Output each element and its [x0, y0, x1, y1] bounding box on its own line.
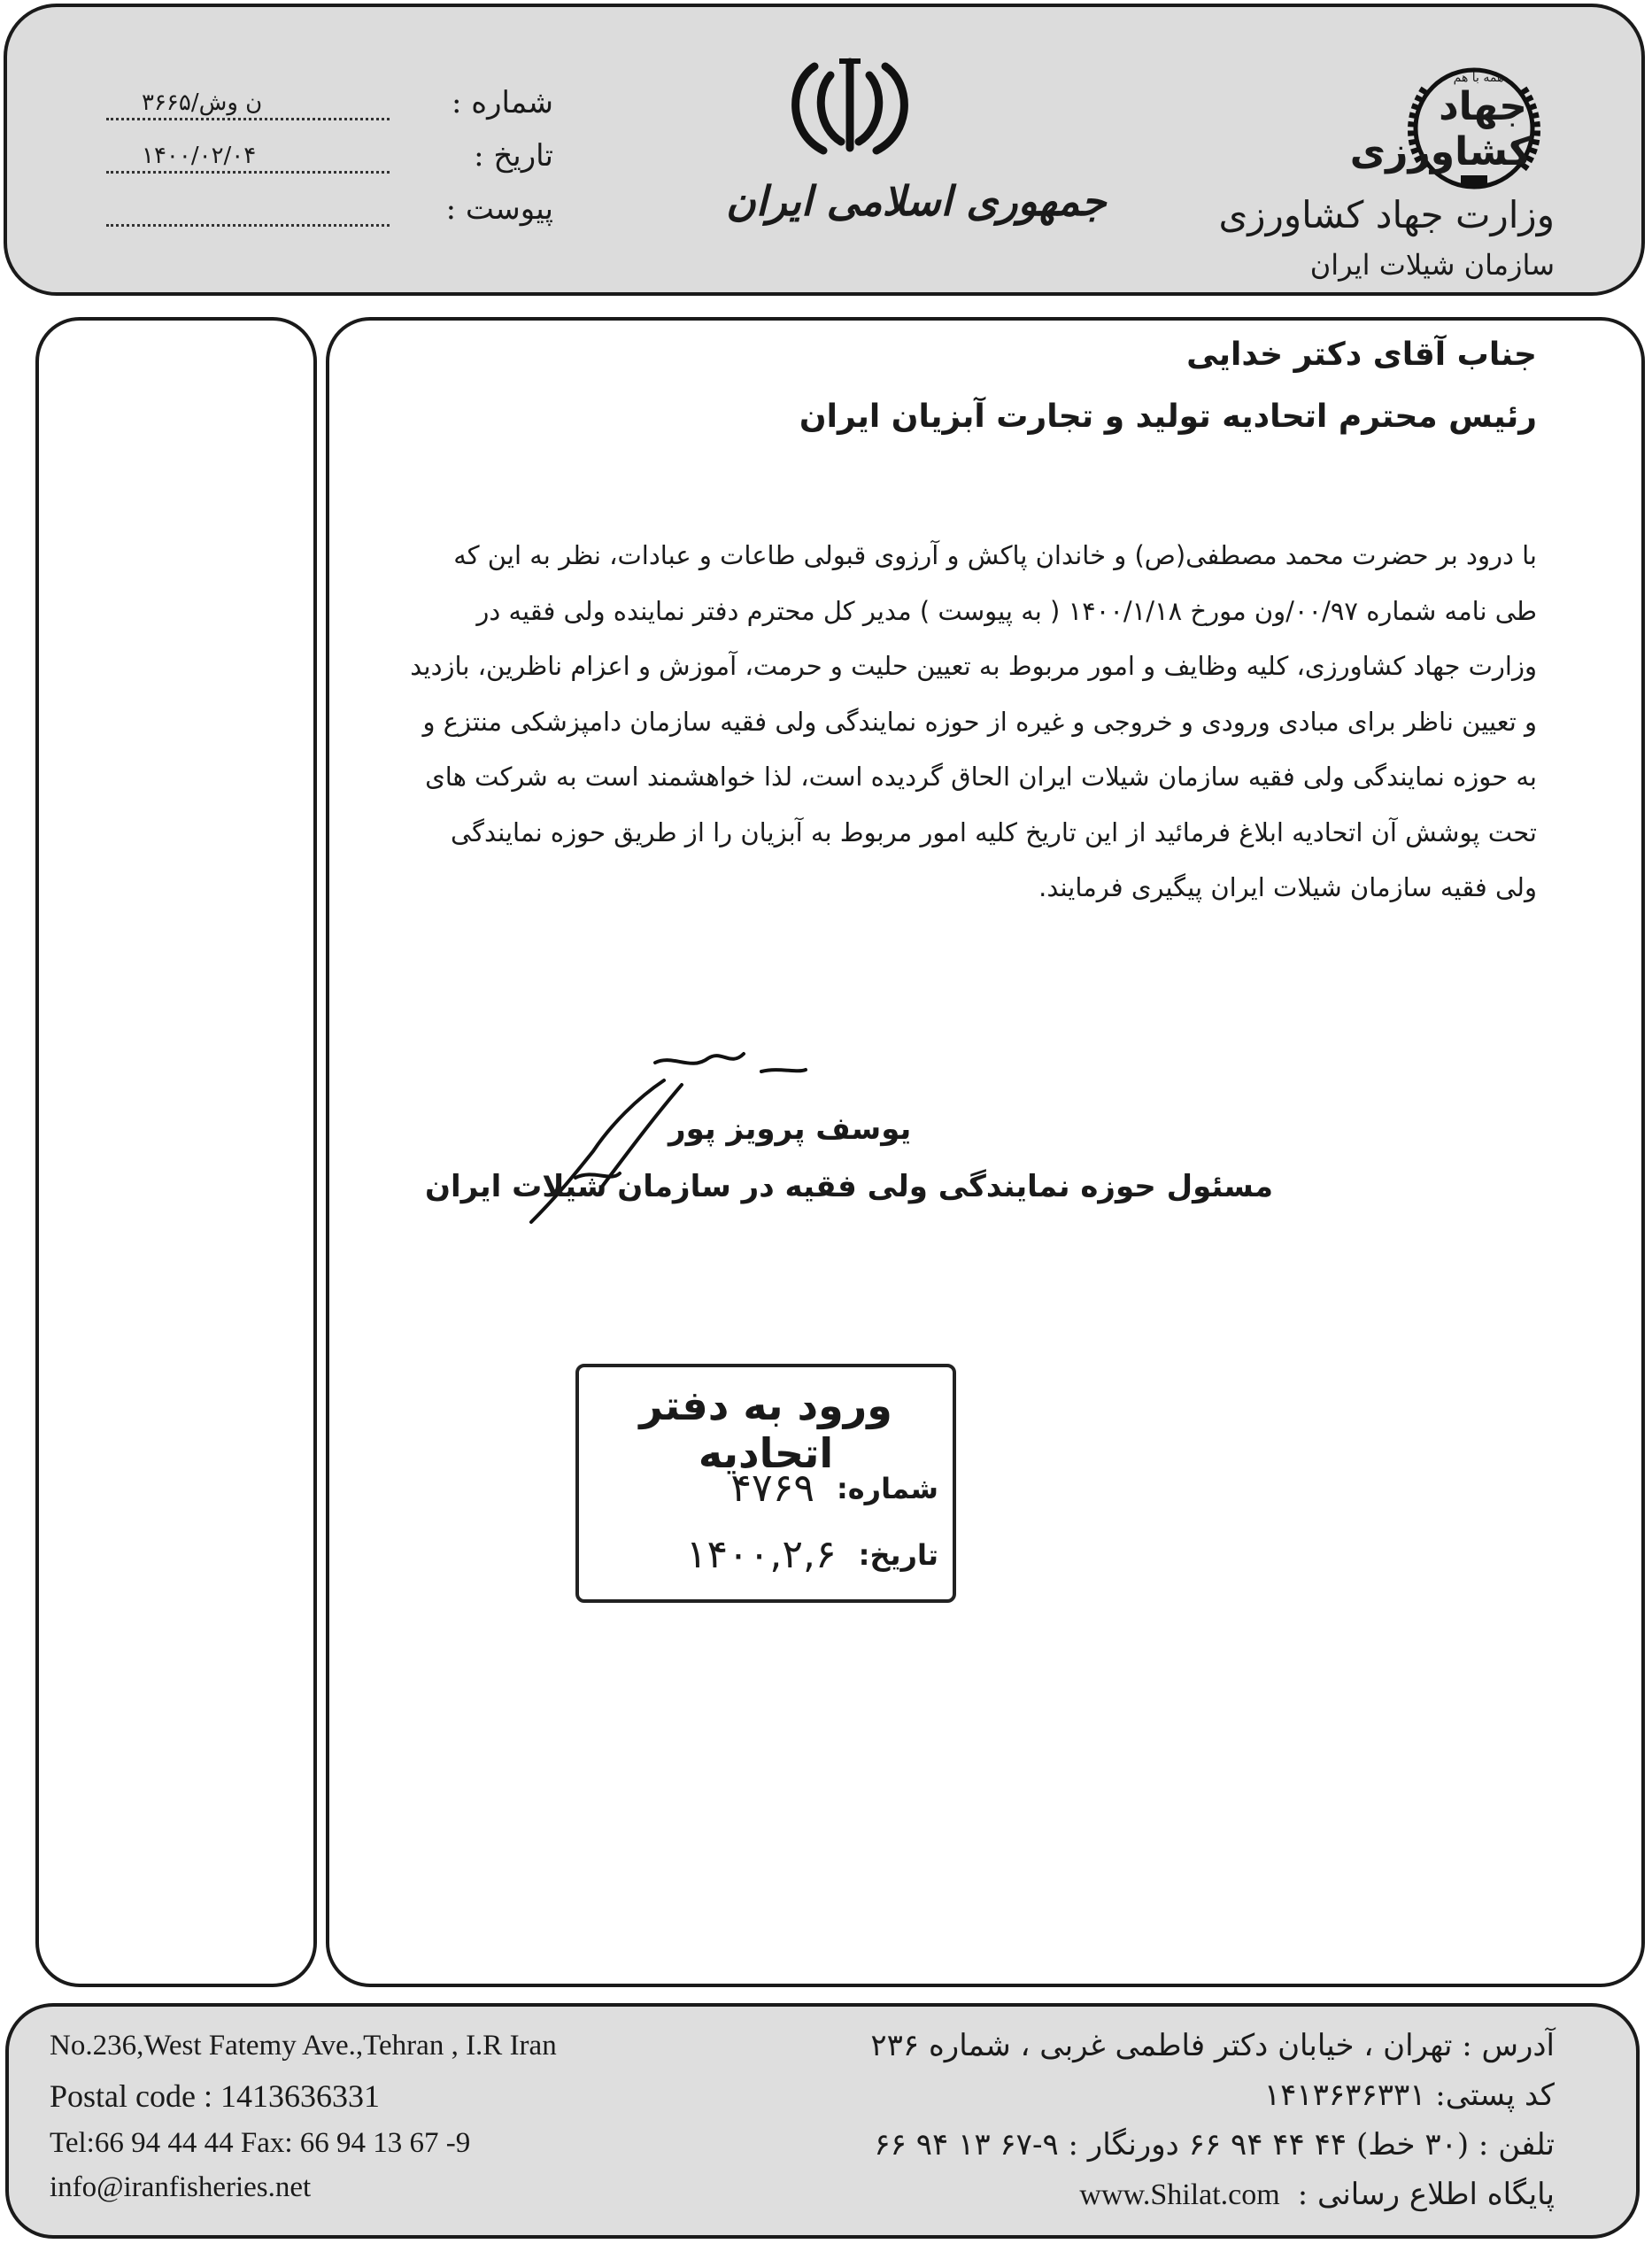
letter-attachment-label: پیوست :: [445, 191, 553, 227]
letter-body: [395, 528, 1537, 916]
stamp-date-value: ۱۴۰۰,۲,۶: [685, 1532, 837, 1577]
stamp-number-label: شماره:: [836, 1471, 938, 1505]
body-line: با درود بر حضرت محمد مصطفی(ص) و خاندان پاکش و آرزوی قبولی طاعات و عبادات، نظر به این که: [453, 540, 1537, 570]
logo-small-text: همه با هم: [1453, 71, 1504, 85]
logo-text: جهاد کشاورزی: [1349, 84, 1532, 174]
footer-en-phone: Tel:66 94 44 44 Fax: 66 94 13 67 -9: [50, 2127, 471, 2159]
letter-number-row: [106, 85, 553, 120]
footer-fa-phone: تلفن : (۳۰ خط) ۴۴ ۴۴ ۹۴ ۶۶ دورنگار : ۹-۶۷ ۱۳ ۹۴ ۶۶: [874, 2127, 1555, 2163]
body-line: وزارت جهاد کشاورزی، کلیه وظایف و امور مربوط به تعیین حلیت و حرمت، آموزش و اعزام ناظرین، بازدید: [410, 651, 1537, 681]
stamp-date-row: [602, 1532, 938, 1577]
footer-web-link[interactable]: www.Shilat.com: [1079, 2178, 1280, 2211]
stamp-number-value: ۴۷۶۹: [730, 1466, 814, 1511]
signer-title: مسئول حوزه نمایندگی ولی فقیه در سازمان شیلات ایران: [425, 1169, 1273, 1204]
iran-emblem-icon: [779, 49, 921, 164]
body-line: به حوزه نمایندگی ولی فقیه سازمان شیلات ایران الحاق گردیده است، لذا خواهشمند است به شرکت های: [425, 762, 1537, 792]
letter-number-value: ۳۶۶۵/ن وش: [106, 89, 390, 120]
footer-en-postal: Postal code : 1413636331: [50, 2078, 380, 2114]
left-margin-panel: [35, 317, 317, 1987]
republic-title: جمهوری اسلامی ایران: [726, 177, 1107, 225]
footer-fa-address: آدرس : تهران ، خیابان دکتر فاطمی غربی ، شماره ۲۳۶: [870, 2028, 1555, 2063]
letter-attachment-value: [106, 196, 390, 227]
letter-date-row: [106, 138, 553, 174]
body-line: ولی فقیه سازمان شیلات ایران پیگیری فرمایند.: [1038, 872, 1537, 902]
body-line: طی نامه شماره ۰۰/۹۷/ون مورخ ۱۴۰۰/۱/۱۸ ( به پیوست ) مدیر کل محترم دفتر نماینده ولی فقیه در: [476, 595, 1537, 626]
letter-date-value: ۱۴۰۰/۰۲/۰۴: [106, 143, 390, 174]
body-line: تحت پوشش آن اتحادیه ابلاغ فرمائید از این تاریخ کلیه امور مربوط به آبزیان را از طریق حوزه نمایندگی: [451, 816, 1537, 847]
body-line: و تعیین ناظر برای مبادی ورودی و خروجی و غیره از حوزه نمایندگی ولی فقیه سازمان دامپزشکی منتزع و: [422, 706, 1537, 737]
signer-name: یوسف پرویز پور: [668, 1111, 912, 1147]
stamp-number-row: [602, 1466, 938, 1511]
stamp-title: ورود به دفتر اتحادیه: [639, 1381, 892, 1477]
footer-web-label: پایگاه اطلاع رسانی :: [1297, 2177, 1555, 2212]
stamp-date-label: تاریخ:: [858, 1537, 938, 1572]
recipient-name: جناب آقای دکتر خدایی: [1186, 337, 1537, 373]
footer-en-email[interactable]: info@iranfisheries.net: [50, 2171, 312, 2203]
ministry-name: وزارت جهاد کشاورزی: [1218, 193, 1555, 236]
footer-web-row: [1079, 2177, 1555, 2212]
recipient-title: رئیس محترم اتحادیه تولید و تجارت آبزیان ایران: [799, 398, 1537, 435]
footer-en-address: No.236,West Fatemy Ave.,Tehran , I.R Iran: [50, 2030, 557, 2062]
letter-date-label: تاریخ :: [474, 138, 553, 174]
letter-number-label: شماره :: [452, 85, 553, 120]
letter-attachment-row: [106, 191, 553, 227]
footer-fa-postal: کد پستی: ۱۴۱۳۶۳۶۳۳۱: [1263, 2077, 1555, 2113]
organization-name: سازمان شیلات ایران: [1309, 248, 1555, 282]
